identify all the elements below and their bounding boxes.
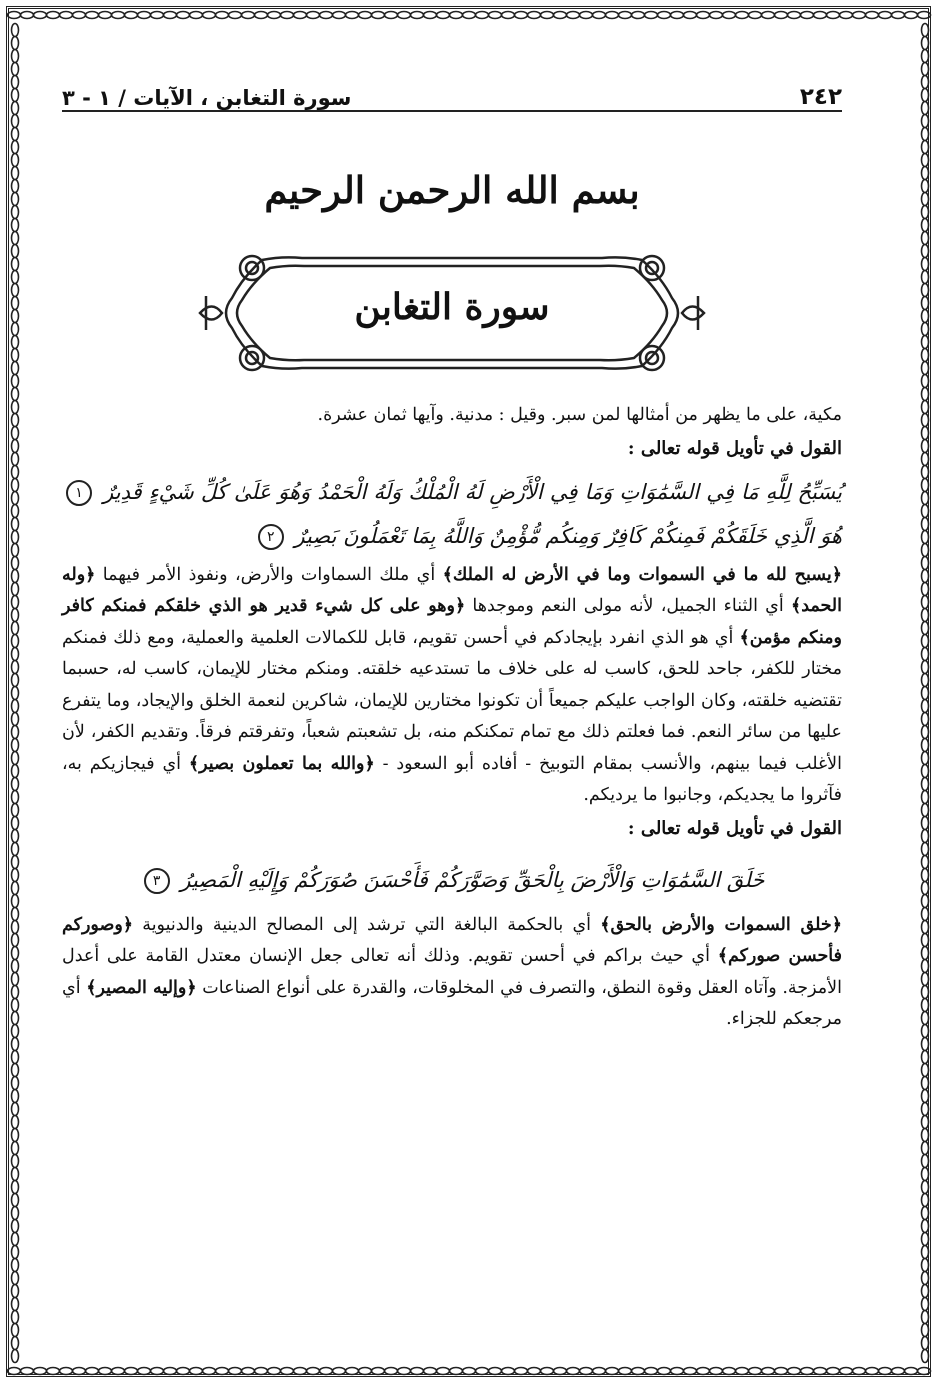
quote: ﴿والله بما تعملون بصير﴾ [188, 753, 375, 774]
verse-2-text: هُوَ الَّذِي خَلَقَكُمْ فَمِنكُمْ كَافِرٌ وَمِنكُم مُّؤْمِنٌ وَاللَّهُ بِمَا تَعْمَلُونَ بَصِيرٌ [294, 523, 842, 548]
commentary-section2 [62, 910, 842, 1036]
commentary-text: أي الثناء الجميل، لأنه مولى النعم وموجدها [465, 596, 791, 616]
quote: ﴿يسبح لله ما في السموات وما في الأرض له الملك﴾ [442, 564, 842, 585]
verse-block-3 [62, 858, 842, 902]
running-title: سورة التغابن ، الآيات / ١ - ٣ [62, 86, 352, 110]
commentary-text: أي ملك السماوات والأرض، ونفوذ الأمر فيهما [95, 564, 443, 585]
quote: ﴿وله الحمد﴾ [62, 564, 842, 616]
surah-name: سورة التغابن [354, 286, 550, 328]
page-number: ٢٤٢ [799, 84, 842, 110]
quote: ﴿وإليه المصير﴾ [86, 977, 197, 998]
intro-paragraph: مكية، على ما يظهر من أمثالها لمن سبر. وقيل : مدنية. وآيها ثمان عشرة. [317, 405, 842, 425]
commentary-text: أي هو الذي انفرد بإيجادكم في أحسن تقويم، قابل للكمالات العلمية والعملية، ومع ذلك فمنكم مختار للكفر، جاحد للحق، كاسب له على خلاف ما تستدعيه خلقته. ومنكم مختار للإيمان، كاسب له، حسبما تقتضيه خلقته، وكان الواجب عليكم جميعاً أن تكونوا مختارين للإيمان، شاكرين لنعمة الخلق والإيجاد، وما يتفرع عليها من سائر النعم. فما فعلتم ذلك مع تمام تمكنكم منه، بل تشعبتم شعباً، وتفرقتم فرقاً. وتقديم الكفر، لأن الأغلب فيما بينهم، والأنسب بمقام التوبيخ - أفاده أبو السعود - [62, 627, 842, 774]
commentary-text: أي بالحكمة البالغة التي ترشد إلى المصالح الدينية والدنيوية [133, 914, 601, 935]
commentary-text: أي فيجازيكم به، فآثروا ما يجديكم، وجانبوا ما يرديكم. [62, 753, 842, 805]
section2-heading: القول في تأويل قوله تعالى : [627, 817, 842, 839]
section1-heading: القول في تأويل قوله تعالى : [627, 437, 842, 459]
basmala: بسم الله الرحمن الرحيم [264, 168, 640, 212]
commentary-text: أي حيث براكم في أحسن تقويم. وذلك أنه تعالى جعل الإنسان معتدل القامة على أعدل الأمزجة. وآتاه العقل وقوة النطق، والتصرف في المخلوقات، والقدرة على أنواع الصناعات [62, 946, 842, 998]
verse-2-number: ٢ [258, 524, 284, 550]
page-content [62, 70, 842, 1036]
verse-block-1-2 [62, 470, 842, 558]
verse-3-number: ٣ [144, 868, 170, 894]
quote: ﴿وهو على كل شيء قدير هو الذي خلقكم فمنكم كافر ومنكم مؤمن﴾ [62, 596, 842, 648]
running-header [62, 70, 842, 112]
commentary-text: أي مرجعكم للجزاء. [62, 977, 842, 1029]
verse-1-number: ١ [66, 480, 92, 506]
quote: ﴿خلق السموات والأرض بالحق﴾ [600, 914, 843, 935]
verse-1-text: يُسَبِّحُ لِلَّهِ مَا فِي السَّمَٰوَاتِ وَمَا فِي الْأَرْضِ لَهُ الْمُلْكُ وَلَهُ الْحَمْدُ وَهُوَ عَلَىٰ كُلِّ شَيْءٍ قَدِيرٌ [103, 479, 842, 504]
commentary-section1 [62, 560, 842, 812]
quote: ﴿وصوركم فأحسن صوركم﴾ [62, 914, 842, 966]
surah-title-cartouche [192, 238, 712, 388]
verse-3-text: خَلَقَ السَّمَٰوَاتِ وَالْأَرْضَ بِالْحَقِّ وَصَوَّرَكُمْ فَأَحْسَنَ صُوَرَكُمْ وَإِلَيْهِ الْمَصِيرُ [180, 867, 765, 892]
